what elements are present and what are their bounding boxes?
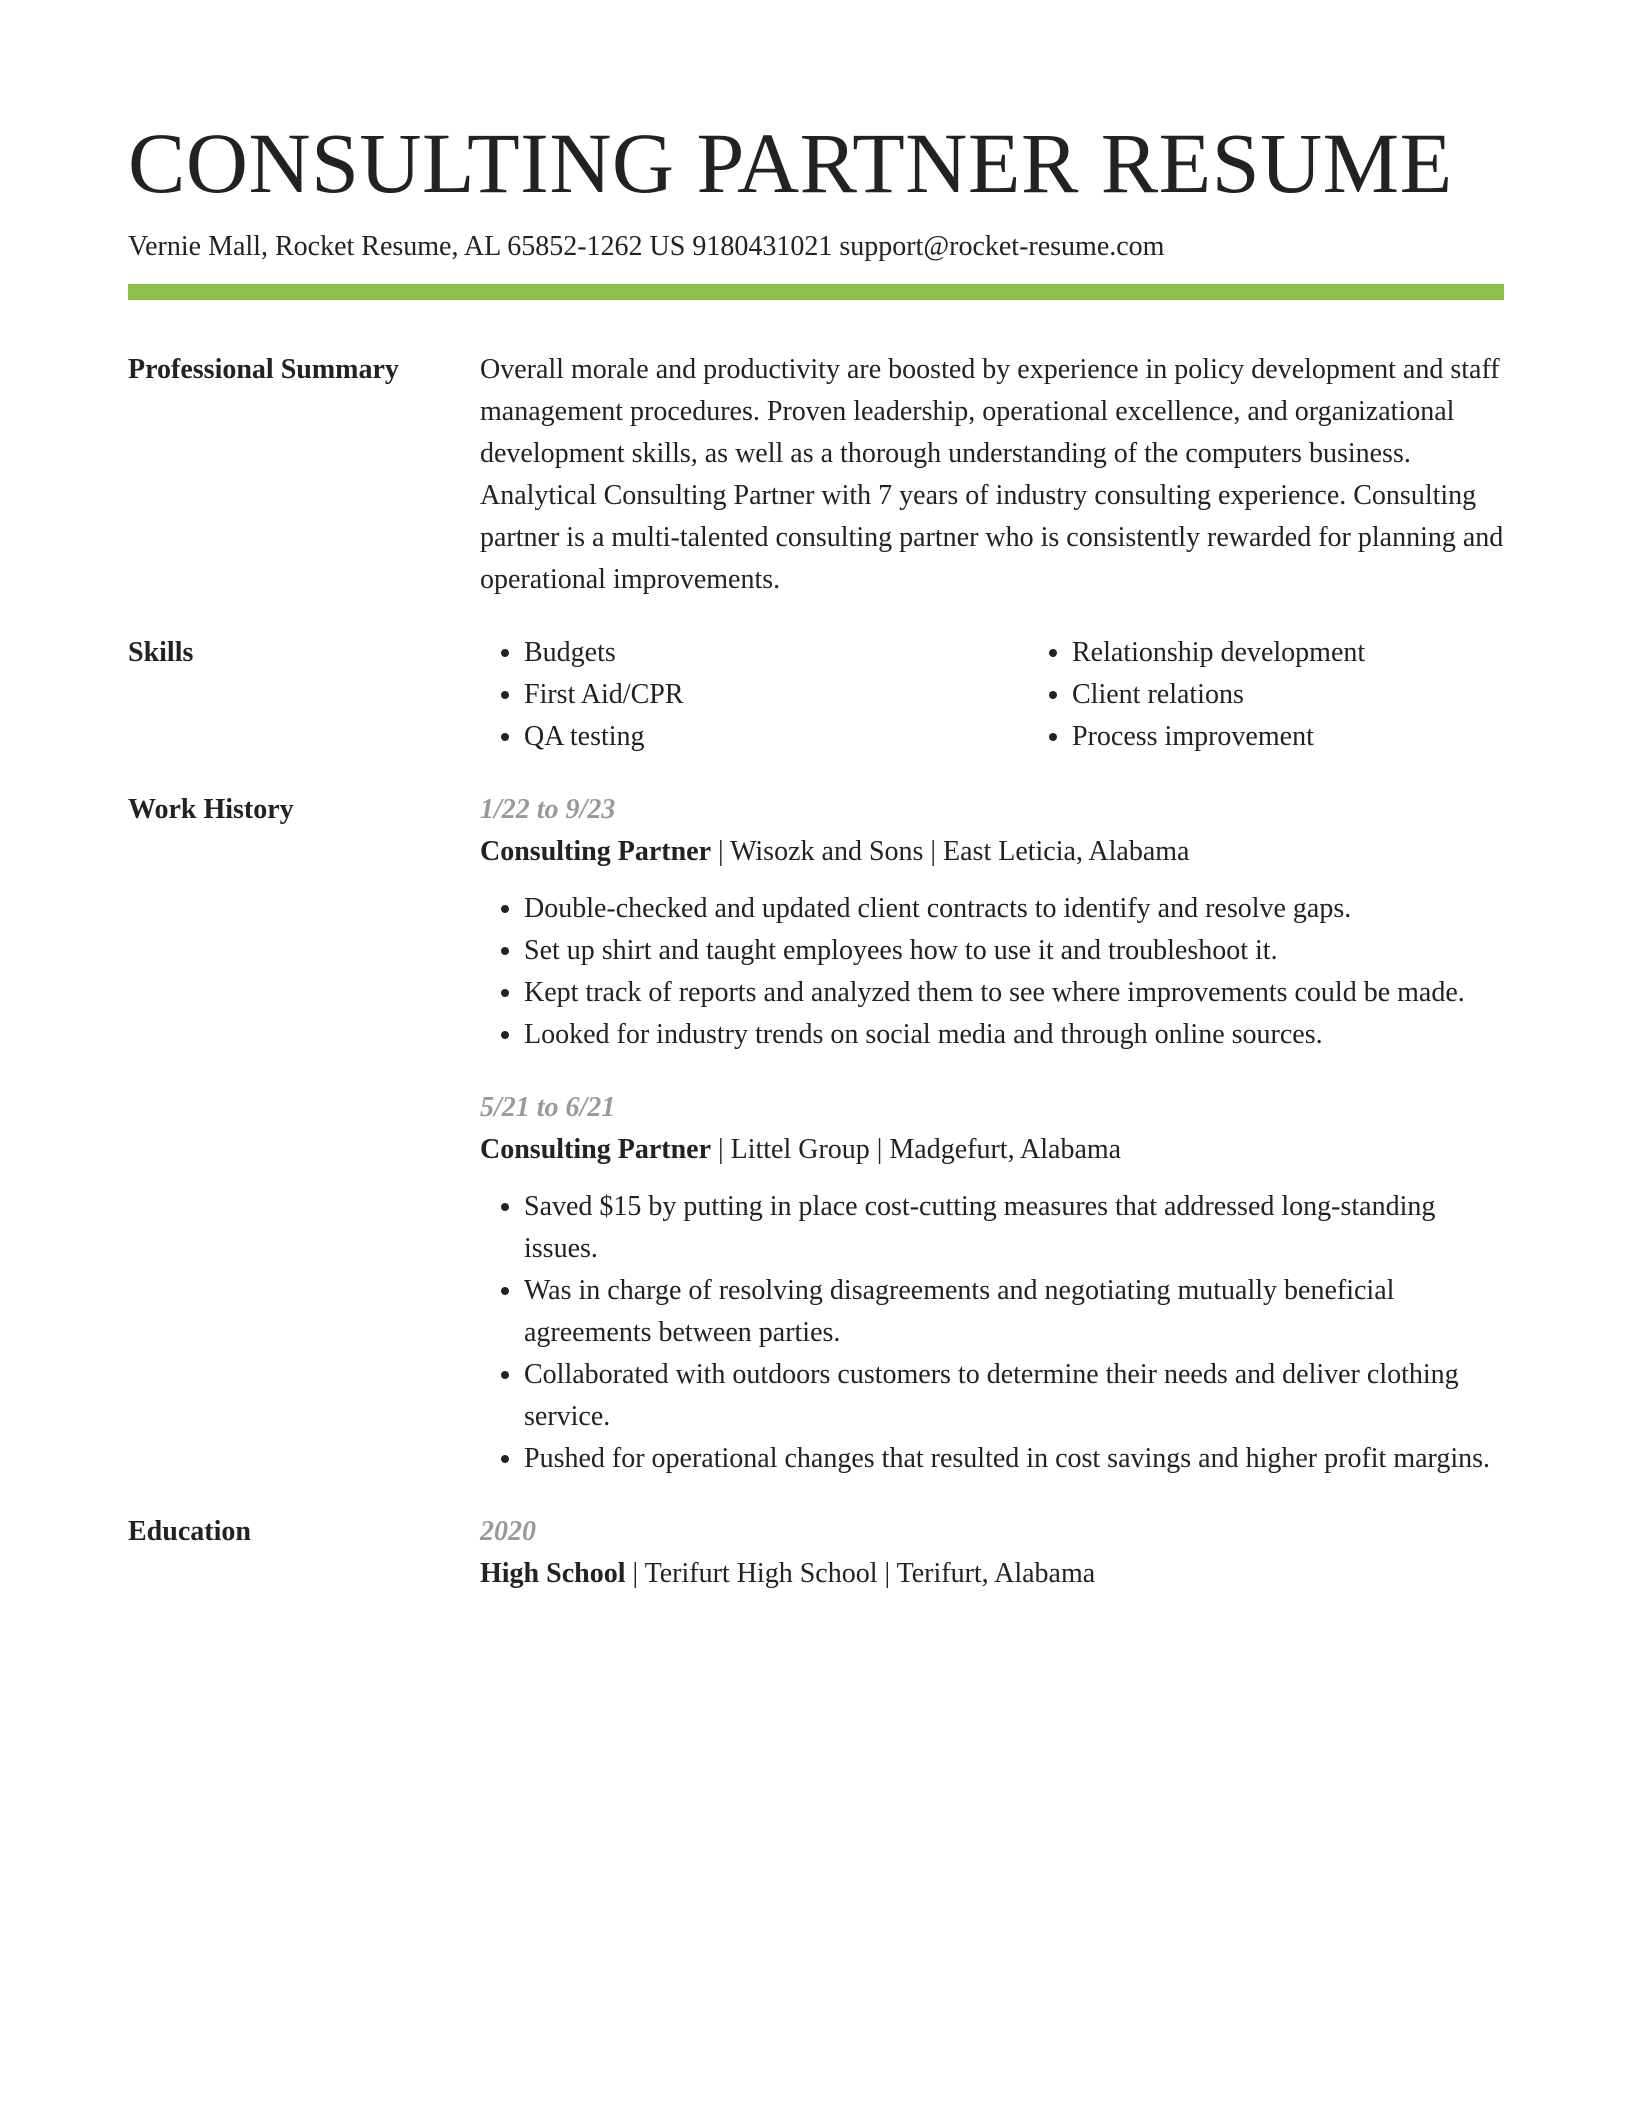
- job-bullet: • Saved $15 by putting in place cost-cutting measures that addressed long-standing issues.: [524, 1186, 1504, 1270]
- section-work-history: [128, 789, 1504, 1480]
- work-history-body: [480, 789, 1504, 1480]
- section-label-education: Education: [128, 1515, 251, 1547]
- skill-item: • QA testing: [524, 716, 1028, 758]
- job-bullets: [480, 888, 1504, 1056]
- skills-grid: [480, 632, 1576, 758]
- section-label-skills: Skills: [128, 636, 194, 668]
- job-bullet: • Pushed for operational changes that resulted in cost savings and higher profit margins.: [524, 1438, 1504, 1480]
- skill-item: • Client relations: [1072, 674, 1576, 716]
- skills-column-right: [1028, 632, 1576, 758]
- skill-item: • Process improvement: [1072, 716, 1576, 758]
- job-bullet: • Looked for industry trends on social media and through online sources.: [524, 1014, 1504, 1056]
- skills-column-left: [480, 632, 1028, 758]
- job-details: | Wisozk and Sons | East Leticia, Alabama: [711, 835, 1190, 867]
- skills-body: [480, 632, 1576, 758]
- job-details: | Littel Group | Madgefurt, Alabama: [711, 1133, 1122, 1165]
- summary-text: Overall morale and productivity are boosted by experience in policy development and staff management procedures. Proven leadership, operational excellence, and organizational development skills, as well as a thorough understanding of the computers business. Analytical Consulting Partner with 7 years of industry consulting experience. Consulting partner is a multi-talented consulting partner who is consistently rewarded for planning and operational improvements.: [480, 353, 1504, 595]
- job-bullets: [480, 1186, 1504, 1480]
- section-summary: [128, 349, 1504, 601]
- job-entry: [480, 789, 1504, 1056]
- contact-line: Vernie Mall, Rocket Resume, AL 65852-1262 US 9180431021 support@rocket-resume.com: [128, 231, 1165, 262]
- job-role: Consulting Partner: [480, 835, 711, 867]
- header-divider: [128, 284, 1504, 300]
- skill-item: • Budgets: [524, 632, 1028, 674]
- job-bullet: • Was in charge of resolving disagreements and negotiating mutually beneficial agreements between parties.: [524, 1270, 1504, 1354]
- section-skills: [128, 632, 1504, 758]
- job-entry: [480, 1087, 1504, 1480]
- job-date: 5/21 to 6/21: [480, 1091, 616, 1123]
- section-label-work-history: Work History: [128, 793, 294, 825]
- skill-item: • Relationship development: [1072, 632, 1576, 674]
- section-education: [128, 1511, 1504, 1595]
- job-role: Consulting Partner: [480, 1133, 711, 1165]
- section-label-summary: Professional Summary: [128, 353, 399, 385]
- job-bullet: • Kept track of reports and analyzed them to see where improvements could be made.: [524, 972, 1504, 1014]
- education-body: [480, 1511, 1504, 1595]
- job-bullet: • Double-checked and updated client contracts to identify and resolve gaps.: [524, 888, 1504, 930]
- education-degree: High School: [480, 1557, 626, 1589]
- summary-body: [480, 349, 1504, 601]
- education-date: 2020: [480, 1515, 536, 1547]
- education-line: [480, 1553, 1504, 1595]
- skill-item: • First Aid/CPR: [524, 674, 1028, 716]
- education-details: | Terifurt High School | Terifurt, Alabama: [625, 1557, 1096, 1589]
- job-bullet: • Collaborated with outdoors customers to determine their needs and deliver clothing service.: [524, 1354, 1504, 1438]
- job-bullet: • Set up shirt and taught employees how to use it and troubleshoot it.: [524, 930, 1504, 972]
- job-date: 1/22 to 9/23: [480, 793, 616, 825]
- job-title-line: [480, 1129, 1504, 1171]
- job-title-line: [480, 831, 1504, 873]
- resume-title: CONSULTING PARTNER RESUME: [128, 115, 1453, 211]
